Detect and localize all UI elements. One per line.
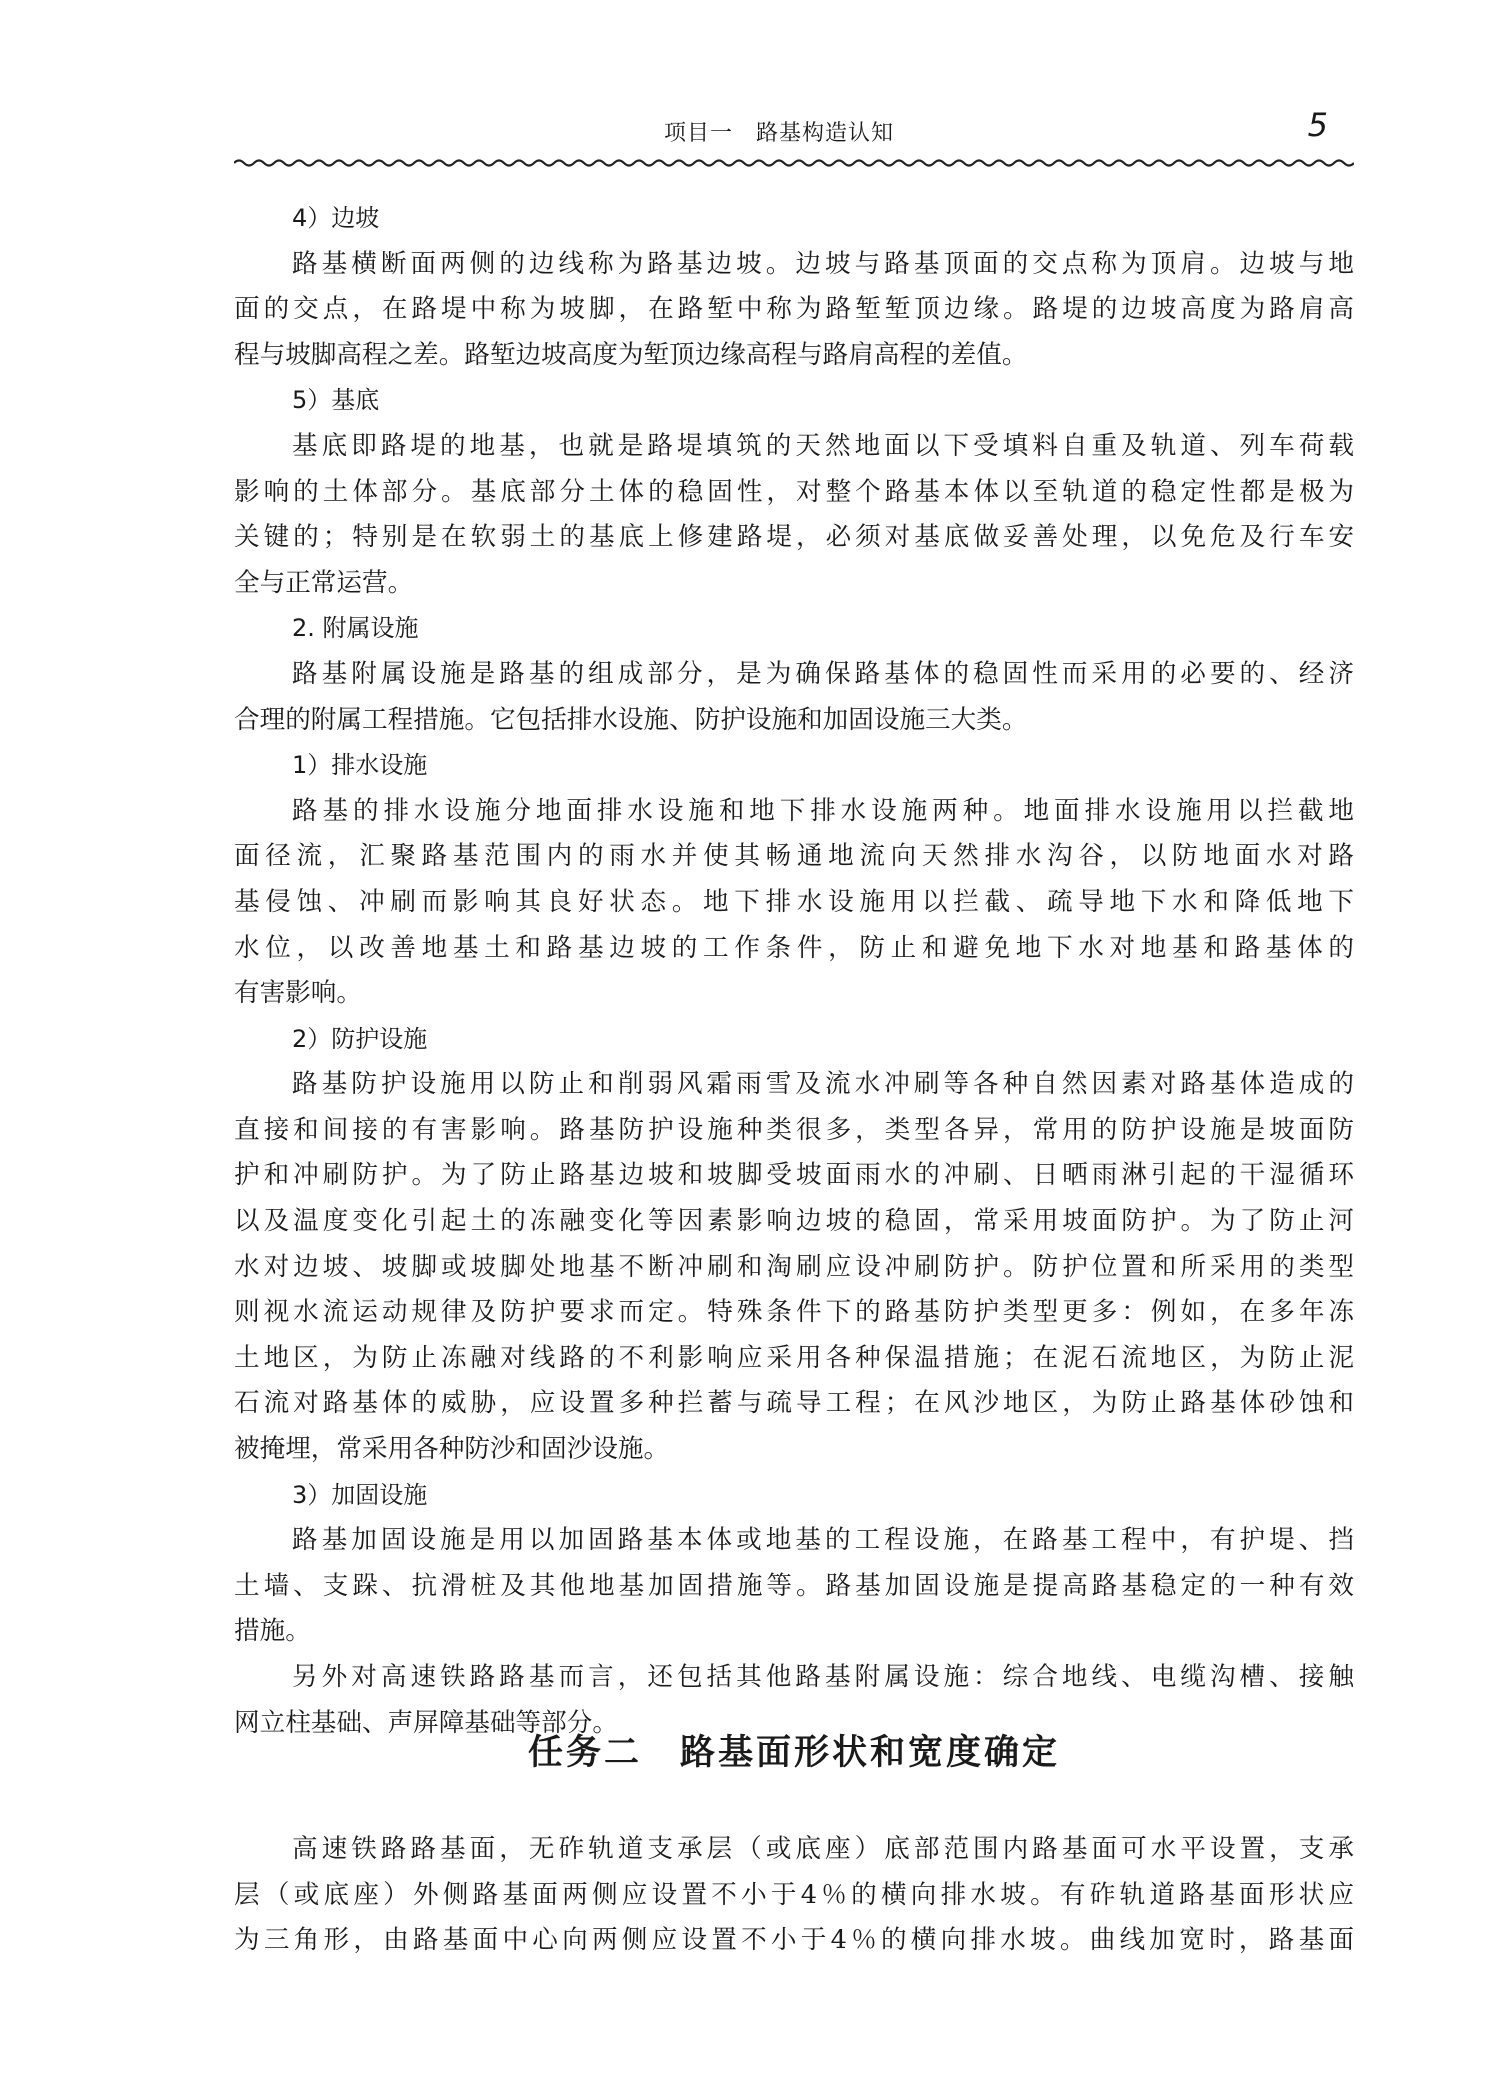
paragraph-line: 网立柱基础、声屏障基础等部分。 bbox=[234, 1707, 618, 1738]
page-number: 5 bbox=[1307, 106, 1328, 144]
paragraph-line: 有害影响。 bbox=[234, 978, 362, 1009]
paragraph-line: 面径流，汇聚路基范围内的雨水并使其畅通地流向天然排水沟谷，以防地面水对路 bbox=[234, 841, 1354, 872]
paragraph-line: 另外对高速铁路路基而言，还包括其他路基附属设施：综合地线、电缆沟槽、接触 bbox=[292, 1662, 1354, 1692]
paragraph-line: 全与正常运营。 bbox=[234, 567, 414, 598]
paragraph-line: 路基防护设施用以防止和削弱风霜雨雪及流水冲刷等各种自然因素对路基体造成的 bbox=[292, 1069, 1354, 1100]
paragraph-line: 路基的排水设施分地面排水设施和地下排水设施两种。地面排水设施用以拦截地 bbox=[292, 795, 1354, 826]
paragraph-line: 措施。 bbox=[234, 1616, 311, 1647]
subheading: 5）基底 bbox=[292, 386, 380, 415]
paragraph-line: 高速铁路路基面，无砟轨道支承层（或底座）底部范围内路基面可水平设置，支承 bbox=[292, 1834, 1354, 1864]
paragraph-line: 以及温度变化引起土的冻融变化等因素影响边坡的稳固，常采用坡面防护。为了防止河 bbox=[234, 1206, 1354, 1237]
paragraph-line: 护和冲刷防护。为了防止路基边坡和坡脚受坡面雨水的冲刷、日晒雨淋引起的干湿循环 bbox=[234, 1160, 1354, 1191]
paragraph-line: 土地区，为防止冻融对线路的不利影响应采用各种保温措施；在泥石流地区，为防止泥 bbox=[234, 1342, 1354, 1373]
section-title: 任务二 路基面形状和宽度确定 bbox=[527, 1733, 1060, 1773]
paragraph-line: 面的交点，在路堤中称为坡脚，在路堑中称为路堑堑顶边缘。路堤的边坡高度为路肩高 bbox=[234, 294, 1354, 325]
paragraph-line: 基底即路堤的地基，也就是路堤填筑的天然地面以下受填料自重及轨道、列车荷载 bbox=[292, 430, 1354, 461]
subheading: 4）边坡 bbox=[292, 204, 380, 232]
paragraph-line: 路基附属设施是路基的组成部分，是为确保路基体的稳固性而采用的必要的、经济 bbox=[292, 658, 1354, 689]
paragraph-line: 层（或底座）外侧路基面两侧应设置不小于4％的横向排水坡。有砟轨道路基面形状应 bbox=[234, 1879, 1354, 1910]
paragraph-line: 石流对路基体的威胁，应设置多种拦蓄与疏导工程；在风沙地区，为防止路基体砂蚀和 bbox=[234, 1388, 1354, 1419]
paragraph-line: 影响的土体部分。基底部分土体的稳固性，对整个路基本体以至轨道的稳定性都是极为 bbox=[234, 476, 1354, 507]
running-header bbox=[234, 106, 1354, 156]
paragraph-line: 路基加固设施是用以加固路基本体或地基的工程设施，在路基工程中，有护堤、挡 bbox=[292, 1525, 1354, 1556]
paragraph-line: 水对边坡、坡脚或坡脚处地基不断冲刷和淘刷应设冲刷防护。防护位置和所采用的类型 bbox=[234, 1251, 1354, 1282]
paragraph-line: 合理的附属工程措施。它包括排水设施、防护设施和加固设施三大类。 bbox=[234, 704, 1028, 735]
header-title: 项目一 路基构造认知 bbox=[664, 121, 895, 146]
paragraph-line: 被掩埋，常采用各种防沙和固沙设施。 bbox=[234, 1434, 670, 1465]
paragraph-line: 基侵蚀、冲刷而影响其良好状态。地下排水设施用以拦截、疏导地下水和降低地下 bbox=[234, 886, 1354, 917]
subheading: 2. 附属设施 bbox=[292, 614, 419, 643]
paragraph-line: 水位，以改善地基土和路基边坡的工作条件，防止和避免地下水对地基和路基体的 bbox=[234, 932, 1354, 963]
paragraph-line: 为三角形，由路基面中心向两侧应设置不小于4％的横向排水坡。曲线加宽时，路基面 bbox=[234, 1925, 1354, 1956]
paragraph-line: 路基横断面两侧的边线称为路基边坡。边坡与路基顶面的交点称为顶肩。边坡与地 bbox=[292, 248, 1354, 279]
subheading: 3）加固设施 bbox=[292, 1480, 428, 1509]
section-body-text bbox=[234, 1827, 1354, 1964]
header-wave-divider bbox=[234, 152, 1354, 174]
paragraph-line: 程与坡脚高程之差。路堑边坡高度为堑顶边缘高程与路肩高程的差值。 bbox=[234, 339, 1028, 370]
subheading: 1）排水设施 bbox=[292, 751, 428, 780]
subheading: 2）防护设施 bbox=[292, 1024, 428, 1053]
body-text bbox=[234, 196, 1354, 1746]
paragraph-line: 土墙、支跺、抗滑桩及其他地基加固措施等。路基加固设施是提高路基稳定的一种有效 bbox=[234, 1570, 1354, 1601]
paragraph-line: 则视水流运动规律及防护要求而定。特殊条件下的路基防护类型更多：例如，在多年冻 bbox=[234, 1297, 1354, 1328]
paragraph-line: 直接和间接的有害影响。路基防护设施种类很多，类型各异，常用的防护设施是坡面防 bbox=[234, 1114, 1354, 1145]
paragraph-line: 关键的；特别是在软弱土的基底上修建路堤，必须对基底做妥善处理，以免危及行车安 bbox=[234, 522, 1354, 553]
